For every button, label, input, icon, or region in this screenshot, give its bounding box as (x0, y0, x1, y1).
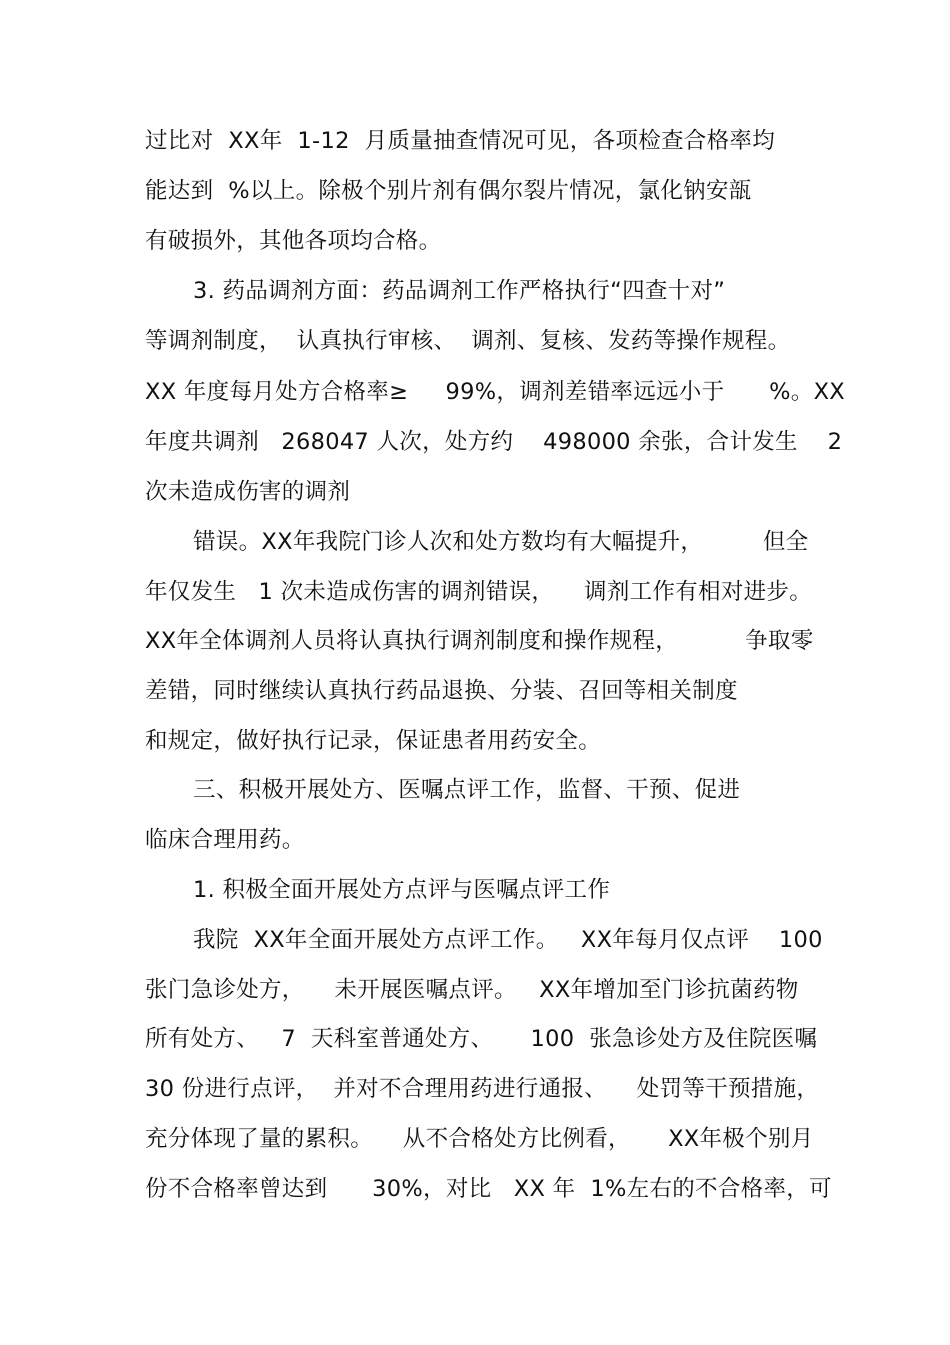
text-line-11: XX年全体调剂人员将认真执行调剂制度和操作规程， 争取零 (145, 628, 814, 654)
text-line-8: 次未造成伤害的调剂 (145, 479, 351, 505)
text-line-6: XX 年度每月处方合格率≥ 99%，调剂差错率远远小于 %。XX (145, 379, 846, 405)
text-line-1: 过比对 XX年 1-12 月质量抽查情况可见，各项检查合格率均 (145, 128, 776, 154)
text-line-21: 充分体现了量的累积。 从不合格处方比例看， XX年极个别月 (145, 1126, 814, 1152)
text-line-7: 年度共调剂 268047 人次，处方约 498000 余张，合计发生 2 (145, 429, 843, 455)
text-line-14: 三、积极开展处方、医嘱点评工作，监督、干预、促进 (193, 777, 741, 803)
text-line-22: 份不合格率曾达到 30%，对比 XX 年 1%左右的不合格率，可 (145, 1176, 832, 1202)
text-line-4: 3. 药品调剂方面：药品调剂工作严格执行“四查十对” (193, 278, 726, 304)
text-line-19: 所有处方、 7 天科室普通处方、 100 张急诊处方及住院医嘱 (145, 1026, 818, 1052)
text-line-20: 30 份进行点评， 并对不合理用药进行通报、 处罚等干预措施， (145, 1076, 820, 1102)
text-line-10: 年仅发生 1 次未造成伤害的调剂错误， 调剂工作有相对进步。 (145, 579, 813, 605)
text-line-16: 1. 积极全面开展处方点评与医嘱点评工作 (193, 877, 611, 903)
text-line-2: 能达到 %以上。除极个别片剂有偶尔裂片情况，氯化钠安瓿 (145, 178, 752, 204)
text-line-12: 差错，同时继续认真执行药品退换、分装、召回等相关制度 (145, 678, 738, 704)
text-line-17: 我院 XX年全面开展处方点评工作。 XX年每月仅点评 100 (193, 927, 823, 953)
text-line-3: 有破损外，其他各项均合格。 (145, 228, 442, 254)
text-line-15: 临床合理用药。 (145, 827, 305, 853)
text-line-5: 等调剂制度， 认真执行审核、 调剂、复核、发药等操作规程。 (145, 328, 791, 354)
text-line-13: 和规定，做好执行记录，保证患者用药安全。 (145, 728, 602, 754)
text-line-9: 错误。XX年我院门诊人次和处方数均有大幅提升， 但全 (193, 529, 809, 555)
text-line-18: 张门急诊处方， 未开展医嘱点评。 XX年增加至门诊抗菌药物 (145, 977, 799, 1003)
